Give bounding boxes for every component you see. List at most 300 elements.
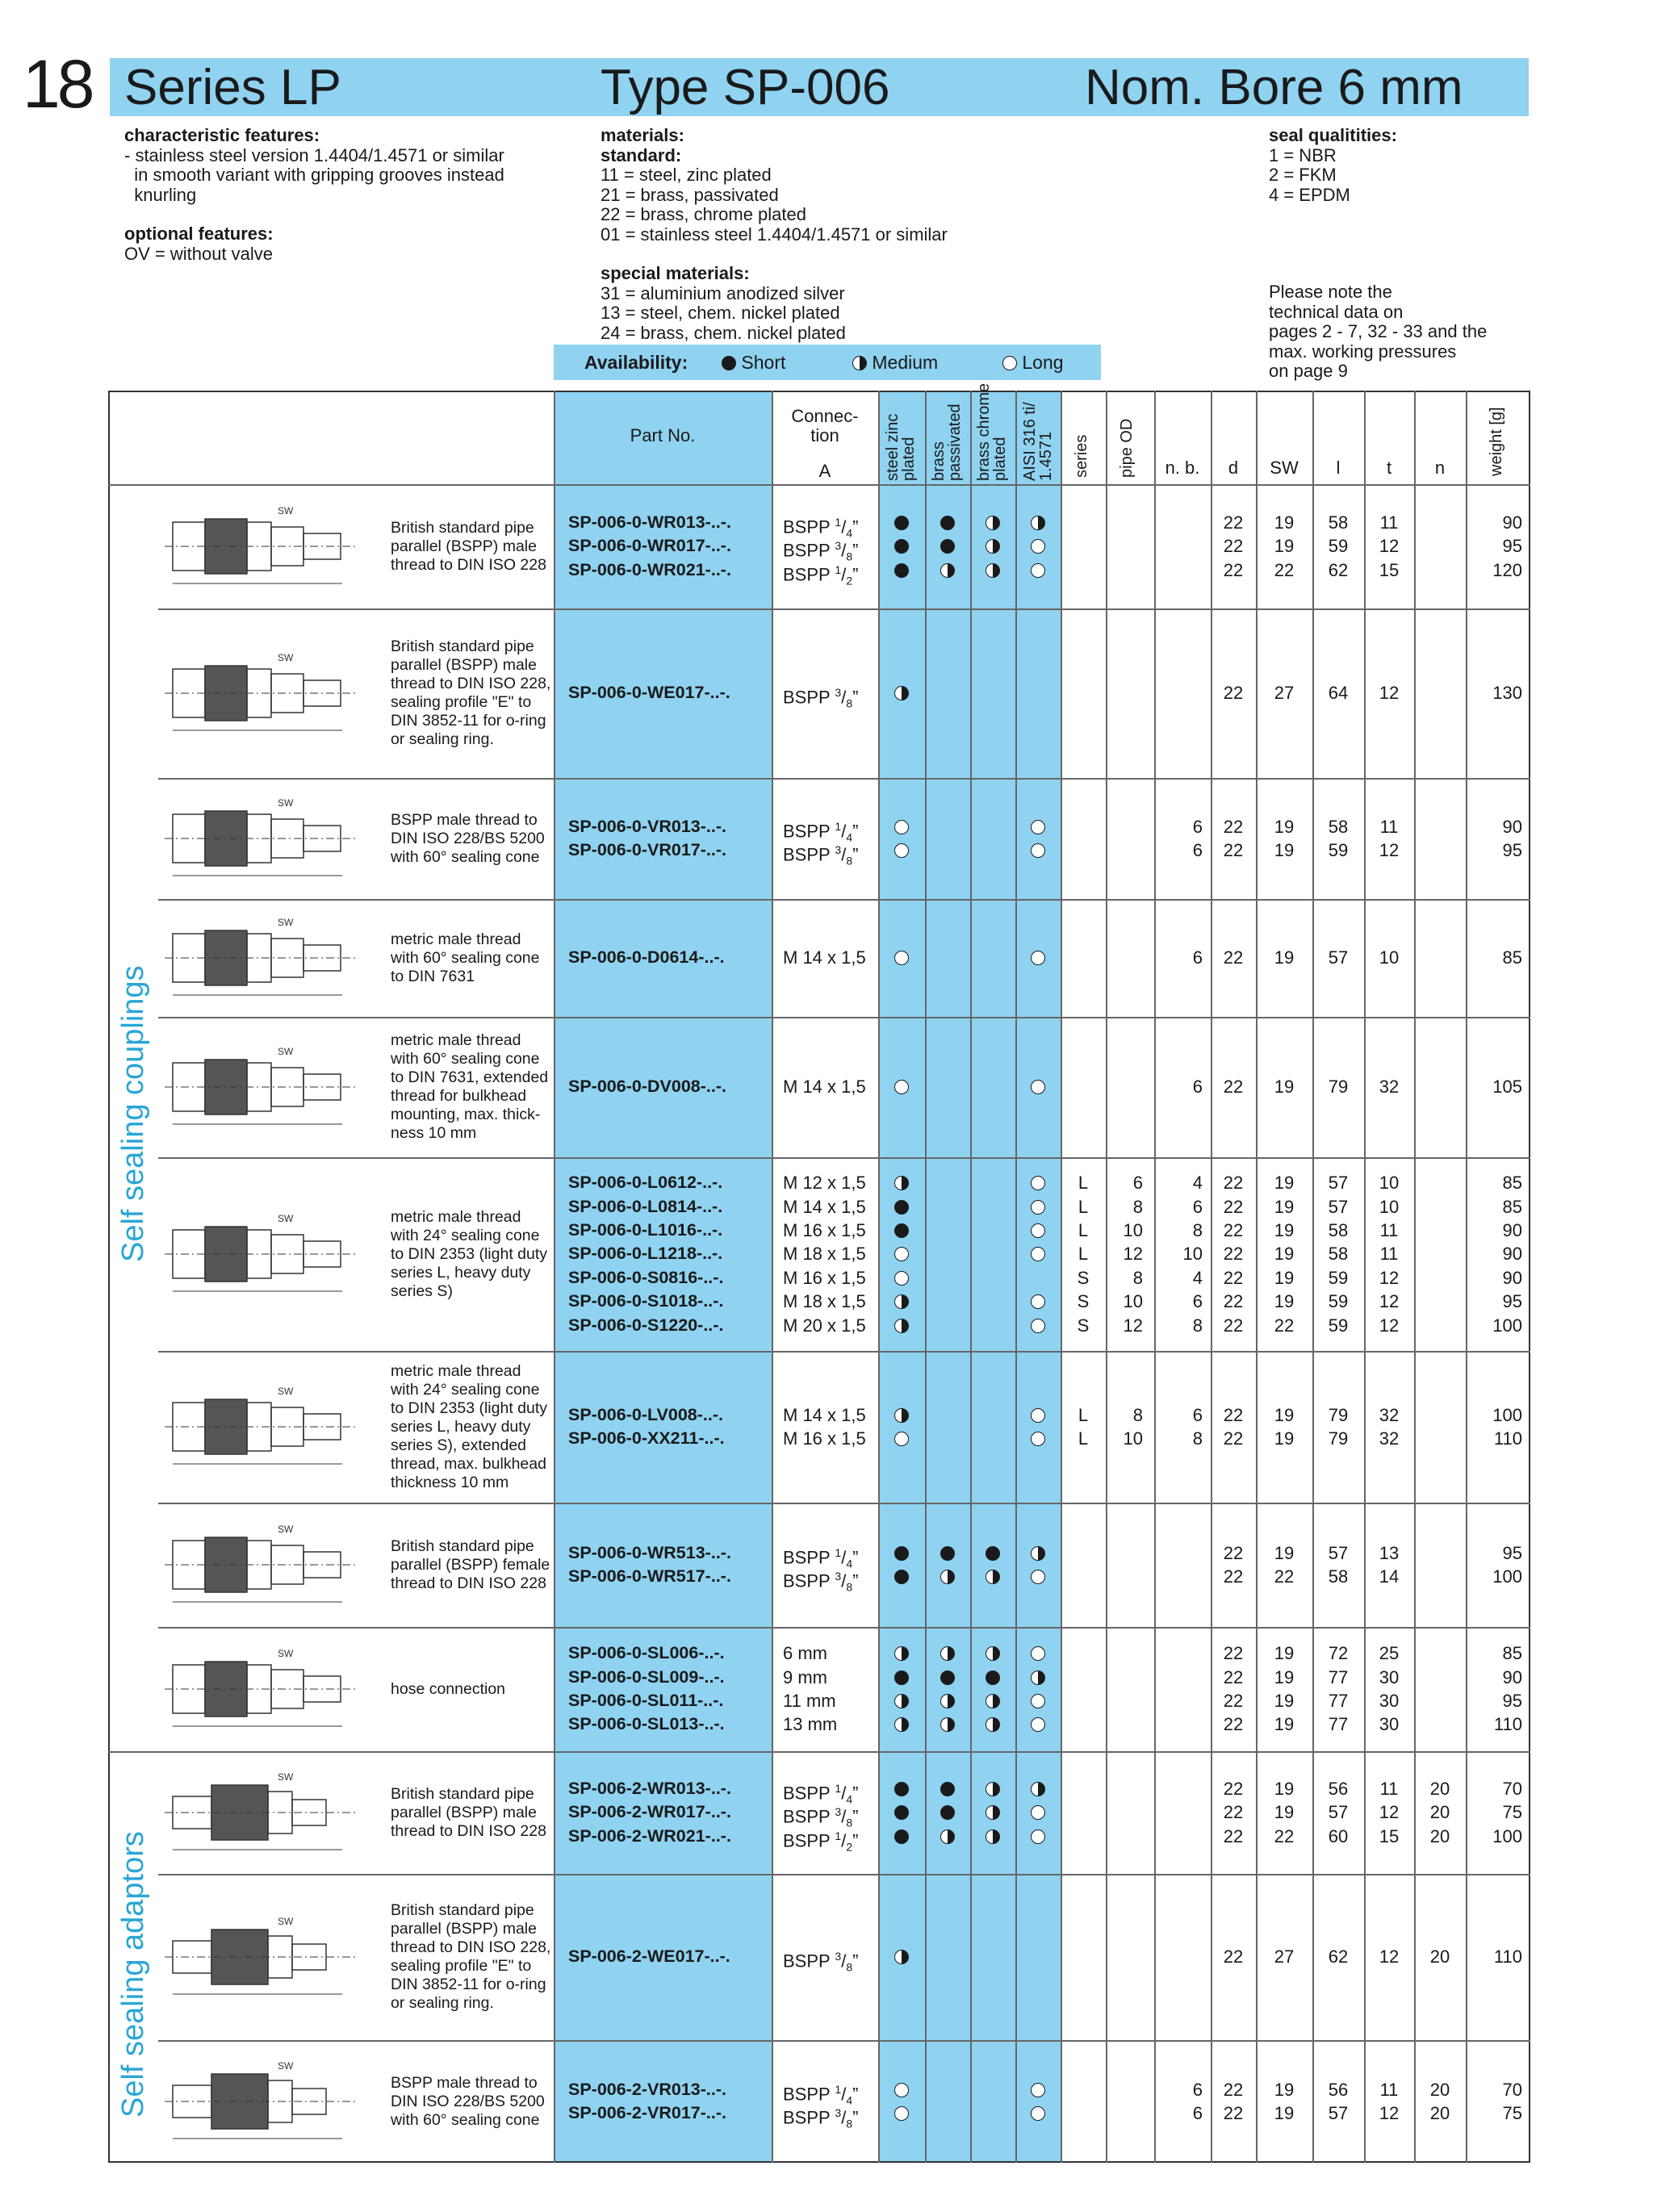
l-value: 58: [1328, 1219, 1349, 1240]
connection-value: BSPP $^1/_2$”: [783, 562, 859, 587]
availability-full-icon: [986, 1546, 1000, 1561]
availability-half-icon: [940, 1829, 955, 1844]
d-value: 22: [1223, 512, 1244, 533]
part-number: SP-006-2-WR013-..-.: [568, 1778, 731, 1798]
short-dot-icon: [722, 356, 736, 370]
availability-empty-icon: [894, 843, 909, 858]
d-value: 22: [1223, 840, 1244, 860]
connection-value: M 14 x 1,5: [783, 1404, 866, 1425]
l-value: 59: [1328, 1315, 1349, 1336]
nb-value: 6: [1192, 947, 1203, 968]
l-value: 77: [1328, 1714, 1349, 1735]
d-value: 22: [1223, 1946, 1244, 1967]
availability-empty-icon: [894, 820, 909, 834]
seal-qualities: [1269, 126, 1397, 205]
series-value: L: [1078, 1244, 1089, 1265]
weight-value: 90: [1502, 1267, 1522, 1288]
n-value: 20: [1429, 2079, 1450, 2100]
header-part-no: Part No.: [630, 425, 696, 445]
t-value: 12: [1379, 683, 1400, 704]
group-description: British standard pipe parallel (BSPP) male thread to DIN ISO 228: [391, 1784, 546, 1840]
connection-value: BSPP $^3/_8$”: [783, 2106, 859, 2130]
d-value: 22: [1223, 1566, 1244, 1587]
series-value: L: [1078, 1173, 1089, 1194]
availability-half-icon: [986, 1570, 1000, 1584]
availability-full-icon: [894, 539, 909, 554]
l-value: 57: [1328, 1173, 1349, 1194]
availability-empty-icon: [1031, 1200, 1045, 1215]
part-number: SP-006-0-WE017-..-.: [568, 683, 730, 703]
availability-half-icon: [894, 686, 909, 700]
availability-empty-icon: [1031, 539, 1045, 554]
availability-half-icon: [940, 1694, 955, 1708]
sw-value: 19: [1274, 1778, 1295, 1799]
special-material: 24 = brass, chem. nickel plated: [601, 322, 846, 343]
availability-half-icon: [986, 563, 1000, 578]
note-line: pages 2 - 7, 32 - 33 and the: [1269, 321, 1488, 341]
medium-dot-icon: [852, 356, 867, 370]
series-value: L: [1078, 1196, 1089, 1217]
availability-half-icon: [940, 1717, 955, 1732]
group-description: British standard pipe parallel (BSPP) male thread to DIN ISO 228: [391, 518, 546, 574]
availability-empty-icon: [894, 1080, 909, 1094]
d-value: 22: [1223, 1404, 1244, 1425]
group-description: metric male thread with 60° sealing cone to DIN 7631: [391, 930, 540, 985]
nb-value: 8: [1192, 1315, 1203, 1336]
t-value: 11: [1379, 2079, 1399, 2100]
svg-text:SW: SW: [278, 1213, 294, 1224]
l-value: 59: [1328, 840, 1349, 860]
connection-value: M 14 x 1,5: [783, 1077, 866, 1098]
weight-value: 85: [1502, 1196, 1522, 1217]
weight-value: 95: [1502, 536, 1522, 557]
availability-full-icon: [940, 516, 955, 530]
t-value: 12: [1379, 1315, 1400, 1336]
connection-value: 13 mm: [783, 1714, 838, 1735]
l-value: 64: [1328, 683, 1349, 704]
availability-empty-icon: [1031, 1570, 1045, 1584]
weight-value: 100: [1492, 1566, 1522, 1587]
section-couplings-label: Self sealing couplings: [116, 965, 150, 1262]
part-number: SP-006-0-L1218-..-.: [568, 1244, 723, 1264]
n-value: 20: [1429, 2103, 1450, 2123]
weight-value: 90: [1502, 1666, 1522, 1687]
header-sw: SW: [1270, 458, 1299, 478]
svg-text:SW: SW: [278, 1648, 294, 1659]
weight-value: 100: [1492, 1315, 1522, 1336]
connection-value: BSPP $^1/_4$”: [783, 515, 859, 540]
availability-full-icon: [940, 1546, 955, 1561]
connection-value: M 12 x 1,5: [783, 1173, 866, 1194]
sw-value: 19: [1274, 1691, 1295, 1711]
availability-half-icon: [986, 516, 1000, 530]
standard-material: 21 = brass, passivated: [601, 184, 779, 205]
weight-value: 90: [1502, 512, 1522, 533]
header-steel-zinc: steel zinc plated: [884, 413, 918, 481]
pipe-od-value: 12: [1123, 1315, 1143, 1336]
availability-full-icon: [894, 1782, 909, 1796]
sw-value: 22: [1274, 1825, 1295, 1846]
long-dot-icon: [1002, 356, 1017, 370]
availability-full-icon: [894, 1670, 909, 1685]
l-value: 62: [1328, 1946, 1349, 1967]
connection-value: 9 mm: [783, 1666, 827, 1687]
weight-value: 85: [1502, 947, 1522, 968]
characteristic-line: knurling: [124, 184, 197, 205]
t-value: 15: [1379, 1825, 1400, 1846]
svg-text:SW: SW: [278, 1524, 294, 1535]
l-value: 59: [1328, 1291, 1349, 1312]
availability-label: Availability:: [584, 352, 688, 373]
header-connection: Connec- tion: [791, 406, 859, 445]
sw-value: 19: [1274, 1404, 1295, 1425]
part-number: SP-006-0-WR021-..-.: [568, 559, 731, 579]
availability-half-icon: [986, 1694, 1000, 1708]
availability-empty-icon: [1031, 1080, 1045, 1094]
svg-text:SW: SW: [278, 1916, 294, 1927]
sw-value: 19: [1274, 947, 1295, 968]
part-number: SP-006-0-XX211-..-.: [568, 1428, 725, 1448]
t-value: 11: [1379, 1244, 1399, 1265]
sw-value: 19: [1274, 1244, 1295, 1265]
connection-value: 6 mm: [783, 1643, 827, 1664]
table-group: [108, 1751, 1530, 1874]
nb-value: 6: [1192, 1404, 1203, 1425]
availability-half-icon: [894, 1694, 909, 1708]
connection-value: M 18 x 1,5: [783, 1291, 866, 1312]
special-material: 13 = steel, chem. nickel plated: [601, 303, 840, 323]
table-group: [108, 899, 1530, 1017]
table-row: [108, 1314, 1530, 1337]
weight-value: 100: [1492, 1404, 1522, 1425]
t-value: 14: [1379, 1566, 1400, 1587]
sw-value: 19: [1274, 1291, 1295, 1312]
standard-heading: standard:: [601, 144, 682, 165]
part-number: SP-006-0-SL011-..-.: [568, 1691, 724, 1710]
sw-value: 19: [1274, 1542, 1295, 1563]
sw-value: 19: [1274, 536, 1295, 557]
connection-value: BSPP $^1/_4$”: [783, 819, 859, 844]
series-title: Series LP: [124, 60, 341, 115]
l-value: 60: [1328, 1825, 1349, 1846]
availability-half-icon: [1031, 1782, 1045, 1796]
availability-half-icon: [986, 1805, 1000, 1820]
title-bar: [110, 58, 1529, 116]
header-n: n: [1434, 458, 1446, 478]
availability-empty-icon: [1031, 1319, 1045, 1333]
connection-value: M 14 x 1,5: [783, 947, 866, 968]
t-value: 30: [1379, 1714, 1400, 1735]
standard-material: 01 = stainless steel 1.4404/1.4571 or similar: [601, 224, 948, 245]
series-value: L: [1078, 1404, 1089, 1425]
type-title: Type SP-006: [601, 60, 890, 115]
sw-value: 19: [1274, 2103, 1295, 2123]
connection-value: BSPP $^1/_4$”: [783, 1781, 859, 1806]
table-group: [108, 1157, 1530, 1351]
standard-material: 22 = brass, chrome plated: [601, 204, 806, 224]
d-value: 22: [1223, 1666, 1244, 1687]
availability-empty-icon: [1031, 843, 1045, 858]
d-value: 22: [1223, 1244, 1244, 1265]
parts-table: [108, 383, 1530, 2163]
header-brass-chrome: brass chrome plated: [975, 383, 1009, 481]
availability-empty-icon: [894, 1247, 909, 1261]
svg-text:SW: SW: [278, 917, 294, 928]
weight-value: 90: [1502, 1244, 1522, 1265]
d-value: 22: [1223, 1315, 1244, 1336]
availability-half-icon: [894, 1950, 909, 1964]
t-value: 15: [1379, 559, 1400, 580]
t-value: 25: [1379, 1643, 1400, 1664]
availability-full-icon: [940, 1805, 955, 1820]
part-number: SP-006-0-LV008-..-.: [568, 1404, 723, 1424]
part-number: SP-006-2-WR021-..-.: [568, 1825, 731, 1846]
group-description: BSPP male thread to DIN ISO 228/BS 5200 with 60° sealing cone: [391, 2073, 545, 2129]
availability-empty-icon: [1031, 1247, 1045, 1261]
svg-text:SW: SW: [278, 2060, 294, 2072]
bore-title: Nom. Bore 6 mm: [1085, 60, 1463, 115]
sw-value: 19: [1274, 1714, 1295, 1735]
table-row: [108, 1945, 1530, 1975]
table-group: [108, 1627, 1530, 1751]
table-group: [108, 1503, 1530, 1627]
series-value: S: [1077, 1291, 1090, 1312]
part-number: SP-006-0-WR513-..-.: [568, 1542, 731, 1562]
standard-material: 11 = steel, zinc plated: [601, 165, 772, 185]
availability-half-icon: [986, 539, 1000, 554]
availability-full-icon: [986, 1670, 1000, 1685]
table-group: [108, 608, 1530, 778]
availability-empty-icon: [1031, 563, 1045, 578]
t-value: 12: [1379, 1291, 1400, 1312]
availability-empty-icon: [1031, 2106, 1045, 2121]
part-number: SP-006-0-L1016-..-.: [568, 1219, 723, 1240]
svg-text:SW: SW: [278, 505, 294, 516]
availability-empty-icon: [894, 1432, 909, 1446]
sw-value: 19: [1274, 840, 1295, 860]
availability-empty-icon: [1031, 820, 1045, 834]
l-value: 57: [1328, 947, 1349, 968]
part-number: SP-006-0-S1220-..-.: [568, 1315, 724, 1335]
d-value: 22: [1223, 1714, 1244, 1735]
group-description: British standard pipe parallel (BSPP) male thread to DIN ISO 228, sealing profile "E" to DIN 3852-11 for o-ring or sealing ring.: [391, 1901, 551, 2012]
sw-value: 19: [1274, 1643, 1295, 1664]
header-nb: n. b.: [1165, 458, 1200, 478]
n-value: 20: [1429, 1778, 1450, 1799]
sw-value: 19: [1274, 1802, 1295, 1823]
t-value: 12: [1379, 2103, 1400, 2123]
connection-value: 11 mm: [783, 1691, 836, 1711]
weight-value: 120: [1492, 559, 1522, 580]
nb-value: 4: [1192, 1267, 1203, 1288]
availability-empty-icon: [1031, 1694, 1045, 1708]
n-value: 20: [1429, 1802, 1450, 1823]
d-value: 22: [1223, 683, 1244, 704]
availability-full-icon: [940, 1670, 955, 1685]
part-number: SP-006-0-SL009-..-.: [568, 1666, 725, 1687]
table-group: [108, 778, 1530, 899]
weight-value: 110: [1493, 1428, 1522, 1449]
pipe-od-value: 8: [1132, 1404, 1143, 1425]
table-row: [108, 1777, 1530, 1806]
availability-full-icon: [940, 539, 955, 554]
table-group: [108, 484, 1530, 608]
part-number: SP-006-0-WR517-..-.: [568, 1566, 731, 1586]
availability-half-icon: [986, 1717, 1000, 1732]
table-row: [108, 1666, 1530, 1689]
weight-value: 95: [1502, 1291, 1522, 1312]
nb-value: 8: [1192, 1428, 1203, 1449]
group-description: metric male thread with 24° sealing cone to DIN 2353 (light duty series L, heavy duty series S): [391, 1207, 548, 1300]
characteristic-line: - stainless steel version 1.4404/1.4571 or similar: [124, 144, 504, 165]
l-value: 58: [1328, 816, 1349, 837]
availability-half-icon: [894, 1176, 909, 1190]
series-value: S: [1077, 1315, 1090, 1336]
sw-value: 19: [1274, 816, 1295, 837]
l-value: 58: [1328, 1244, 1349, 1265]
t-value: 11: [1379, 512, 1399, 533]
nb-value: 8: [1192, 1219, 1203, 1240]
availability-full-icon: [894, 1570, 909, 1584]
availability-half-icon: [894, 1408, 909, 1423]
availability-half-icon: [894, 1717, 909, 1732]
header-t: t: [1386, 458, 1392, 478]
weight-value: 75: [1502, 2103, 1522, 2123]
availability-half-icon: [940, 1646, 955, 1661]
l-value: 79: [1328, 1404, 1349, 1425]
sw-value: 19: [1274, 1173, 1295, 1194]
header-series: series: [1073, 434, 1090, 478]
availability-half-icon: [986, 1782, 1000, 1796]
part-number: SP-006-0-L0612-..-.: [568, 1173, 723, 1193]
availability-full-icon: [894, 1200, 909, 1215]
nb-value: 6: [1192, 2103, 1203, 2123]
table-row: [108, 1565, 1530, 1594]
medium-label: Medium: [872, 352, 939, 373]
group-description: British standard pipe parallel (BSPP) male thread to DIN ISO 228, sealing profile "E" to DIN 3852-11 for o-ring or sealing ring.: [391, 638, 551, 748]
sw-value: 27: [1274, 1946, 1295, 1967]
availability-half-icon: [986, 1829, 1000, 1844]
t-value: 30: [1379, 1691, 1400, 1711]
pipe-od-value: 12: [1123, 1244, 1143, 1265]
part-number: SP-006-0-S0816-..-.: [568, 1267, 724, 1287]
availability-full-icon: [894, 1829, 909, 1844]
weight-value: 85: [1502, 1173, 1522, 1194]
connection-value: M 18 x 1,5: [783, 1244, 866, 1265]
table-row: [108, 1219, 1530, 1242]
weight-value: 70: [1502, 2079, 1522, 2100]
connection-value: BSPP $^1/_4$”: [783, 2082, 859, 2107]
sw-value: 22: [1274, 559, 1295, 580]
l-value: 58: [1328, 1566, 1349, 1587]
group-description: British standard pipe parallel (BSPP) female thread to DIN ISO 228: [391, 1537, 550, 1592]
connection-value: BSPP $^3/_8$”: [783, 686, 859, 711]
l-value: 77: [1328, 1666, 1349, 1687]
availability-half-icon: [894, 1646, 909, 1661]
optional-heading: optional features:: [124, 224, 274, 244]
nb-value: 6: [1192, 1077, 1203, 1098]
part-number: SP-006-2-WE017-..-.: [568, 1946, 730, 1967]
d-value: 22: [1223, 536, 1244, 557]
sw-value: 19: [1274, 1428, 1295, 1449]
table-row: [108, 1171, 1530, 1194]
l-value: 79: [1328, 1428, 1349, 1449]
weight-value: 110: [1493, 1946, 1522, 1967]
connection-value: BSPP $^1/_4$”: [783, 1545, 859, 1570]
group-description: BSPP male thread to DIN ISO 228/BS 5200 with 60° sealing cone: [391, 810, 545, 866]
availability-empty-icon: [1031, 1717, 1045, 1732]
special-heading: special materials:: [601, 263, 750, 283]
table-row: [108, 1641, 1530, 1665]
part-number: SP-006-0-VR017-..-.: [568, 840, 726, 859]
part-number: SP-006-0-S1018-..-.: [568, 1291, 724, 1311]
materials: [601, 126, 948, 343]
t-value: 10: [1379, 947, 1400, 968]
pipe-od-value: 10: [1123, 1291, 1143, 1312]
header-l: l: [1336, 458, 1341, 478]
seal-line: 1 = NBR: [1269, 144, 1337, 165]
weight-value: 75: [1502, 1802, 1522, 1823]
connection-value: M 20 x 1,5: [783, 1315, 866, 1336]
availability-full-icon: [940, 1782, 955, 1796]
svg-text:SW: SW: [278, 797, 294, 809]
t-value: 11: [1379, 1219, 1399, 1240]
materials-heading: materials:: [601, 125, 684, 145]
availability-empty-icon: [894, 951, 909, 965]
n-value: 20: [1429, 1825, 1450, 1846]
d-value: 22: [1223, 1428, 1244, 1449]
availability-half-icon: [1031, 1670, 1045, 1685]
nb-value: 6: [1192, 1291, 1203, 1312]
pipe-od-value: 6: [1132, 1173, 1143, 1194]
table-row: [108, 1712, 1530, 1736]
connection-value: BSPP $^3/_8$”: [783, 1950, 859, 1975]
connection-value: M 16 x 1,5: [783, 1219, 866, 1240]
weight-value: 70: [1502, 1778, 1522, 1799]
pipe-od-value: 10: [1123, 1219, 1143, 1240]
d-value: 22: [1223, 2079, 1244, 2100]
seal-line: 2 = FKM: [1269, 165, 1337, 185]
header-connection-sub: A: [818, 461, 831, 481]
seal-heading: seal qualitities:: [1269, 125, 1397, 145]
header-pipe-od: pipe OD: [1118, 418, 1136, 478]
table-row: [108, 946, 1530, 969]
sw-value: 19: [1274, 1196, 1295, 1217]
l-value: 58: [1328, 512, 1349, 533]
connection-value: BSPP $^3/_8$”: [783, 843, 859, 868]
characteristic-heading: characteristic features:: [124, 125, 320, 145]
optional-line: OV = without valve: [124, 243, 274, 264]
table-row: [108, 1290, 1530, 1313]
connection-value: BSPP $^1/_2$”: [783, 1829, 859, 1854]
l-value: 72: [1328, 1643, 1349, 1664]
header-aisi: AISI 316 ti/ 1.4571: [1021, 402, 1055, 481]
part-number: SP-006-2-VR017-..-.: [568, 2103, 726, 2122]
svg-text:SW: SW: [278, 1046, 294, 1057]
availability-empty-icon: [1031, 1223, 1045, 1238]
section-adaptors-label: Self sealing adaptors: [116, 1831, 150, 2118]
d-value: 22: [1223, 1077, 1244, 1098]
part-number: SP-006-0-L0814-..-.: [568, 1196, 723, 1216]
weight-value: 105: [1492, 1077, 1522, 1098]
availability-empty-icon: [1031, 1432, 1045, 1446]
availability-empty-icon: [1031, 1294, 1045, 1309]
group-description: metric male thread with 24° sealing cone to DIN 2353 (light duty series L, heavy duty series S), extended thread, max. bulkhead thickness 10 mm: [391, 1361, 548, 1491]
sw-value: 19: [1274, 1077, 1295, 1098]
sw-value: 19: [1274, 512, 1295, 533]
table-row: [108, 511, 1530, 540]
l-value: 57: [1328, 1196, 1349, 1217]
